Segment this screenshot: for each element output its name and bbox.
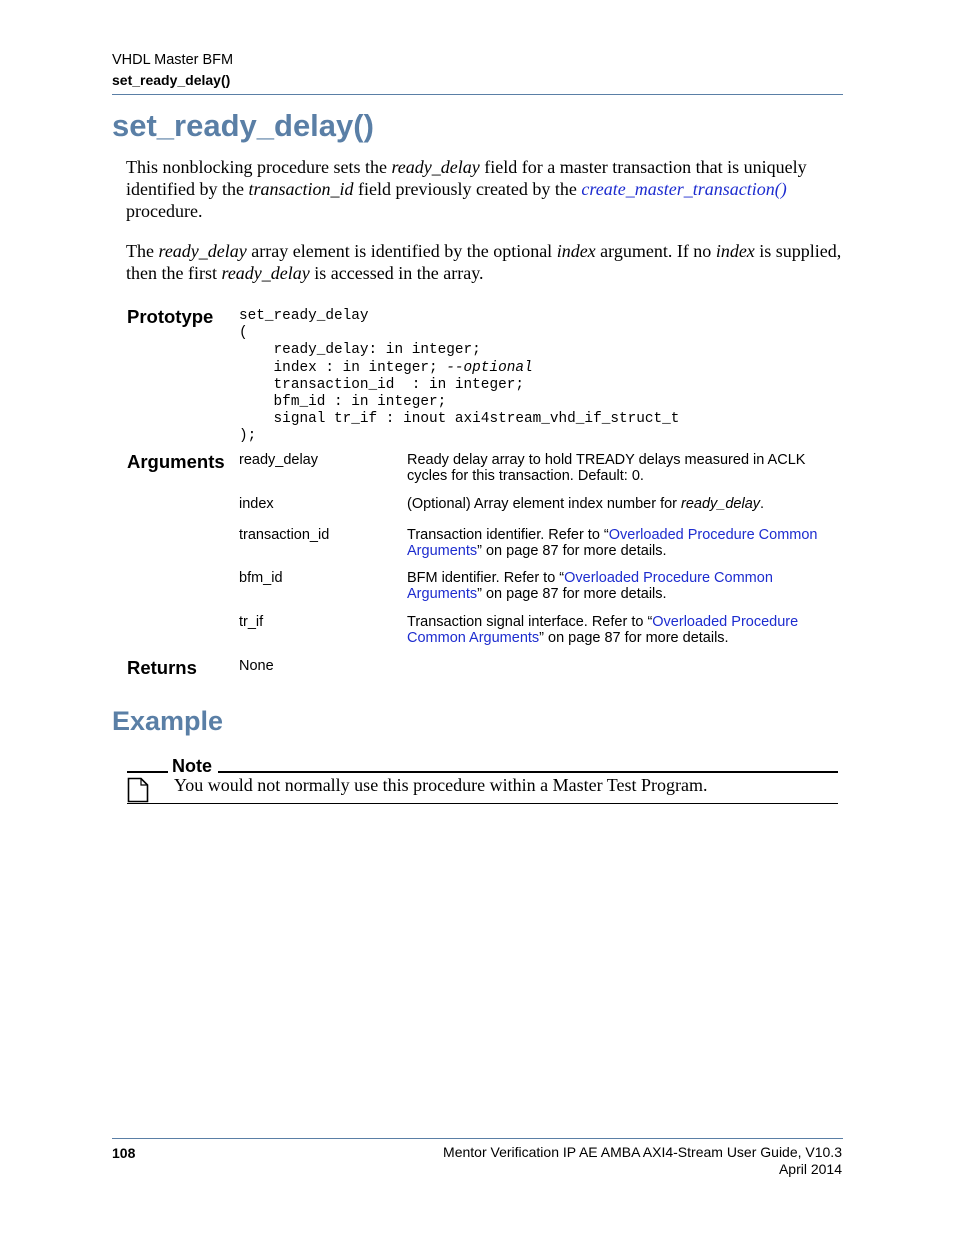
footer-guide-title: Mentor Verification IP AE AMBA AXI4-Stream User Guide, V10.3 [443,1144,842,1160]
arg-desc-index [407,496,843,512]
overloaded-procedure-link-3[interactable]: Overloaded Procedure Common Arguments [407,614,799,646]
note-rule-right [218,771,838,773]
p1-italic-transaction-id: transaction_id [248,179,354,199]
p2-italic-ready-delay: ready_delay [158,241,247,261]
p1-text-3: field previously created by the [353,179,582,199]
code-line-3: ready_delay: in integer; [239,342,481,359]
prototype-label: Prototype [127,306,214,327]
p2-text-4: is supplied, then the first [126,241,842,283]
arg-desc-index-italic: ready_delay [681,496,761,512]
arg-name-index: index [239,496,274,512]
arg-desc-tr-if [407,614,843,646]
p2-text-1: The [126,241,159,261]
p2-text-3: argument. If no [595,241,716,261]
p1-italic-ready-delay: ready_delay [391,157,480,177]
p1-text-2: field for a master transaction that is uniquely identified by the [126,157,807,199]
p2-text-5: is accessed in the array. [309,263,484,283]
arg-name-bfm-id: bfm_id [239,570,283,586]
example-heading: Example [112,706,224,736]
arg-desc-transaction-id-pre: Transaction identifier. Refer to “ [407,527,609,543]
note-rule-bottom [127,803,838,804]
arg-desc-bfm-id-pre: BFM identifier. Refer to “ [407,570,565,586]
code-line-1: set_ready_delay [239,308,369,324]
p1-text-1: This nonblocking procedure sets the [126,157,392,177]
prototype-code-block [239,308,679,446]
p2-italic-index-2: index [715,241,755,261]
arg-desc-index-pre: (Optional) Array element index number for [407,496,682,512]
p1-text-4: procedure. [126,201,203,221]
p2-text-2: array element is identified by the optional [246,241,557,261]
overloaded-procedure-link-1[interactable]: Overloaded Procedure Common Arguments [407,527,818,559]
p2-italic-ready-delay-2: ready_delay [221,263,310,283]
arg-name-ready-delay: ready_delay [239,452,318,468]
note-label: Note [172,756,212,776]
footer-date: April 2014 [778,1161,842,1177]
returns-value: None [239,658,274,674]
note-rule-left [127,771,168,773]
code-line-6: bfm_id : in integer; [239,394,447,411]
intro-paragraph-2 [126,240,842,284]
note-page-icon [127,777,149,803]
arg-desc-index-post: . [760,496,765,512]
arg-desc-tr-if-post: ” on page 87 for more details. [539,630,729,646]
overloaded-procedure-link-2[interactable]: Overloaded Procedure Common Arguments [407,570,773,602]
arg-desc-ready-delay: Ready delay array to hold TREADY delays measured in ACLK cycles for this transaction. Default: 0. [407,452,806,484]
code-line-7: signal tr_if : inout axi4stream_vhd_if_struct_t [239,411,680,428]
create-master-transaction-link[interactable]: create_master_transaction() [581,179,787,199]
note-text: You would not normally use this procedure within a Master Test Program. [174,775,708,795]
code-line-4: index : in integer; [239,359,447,376]
arg-desc-bfm-id [407,570,843,602]
footer-rule [112,1138,843,1139]
p2-italic-index: index [556,241,596,261]
page-title: set_ready_delay() [112,108,374,143]
arg-name-tr-if: tr_if [239,614,264,630]
running-header-section: VHDL Master BFM [112,52,234,68]
arguments-label: Arguments [127,451,225,472]
page-number: 108 [112,1145,136,1161]
code-line-4-comment: --optional [446,359,533,376]
code-line-8: ); [239,428,257,445]
running-header-subsection: set_ready_delay() [112,72,231,88]
arg-desc-transaction-id [407,527,843,559]
intro-paragraph-1 [126,156,842,222]
code-line-5: transaction_id : in integer; [239,376,524,393]
header-rule [112,94,843,95]
arg-name-transaction-id: transaction_id [239,527,330,543]
returns-label: Returns [127,657,197,678]
arg-desc-tr-if-pre: Transaction signal interface. Refer to “ [407,614,653,630]
code-line-2: ( [239,325,248,342]
arg-desc-bfm-id-post: ” on page 87 for more details. [477,586,667,602]
arg-desc-transaction-id-post: ” on page 87 for more details. [477,543,667,559]
